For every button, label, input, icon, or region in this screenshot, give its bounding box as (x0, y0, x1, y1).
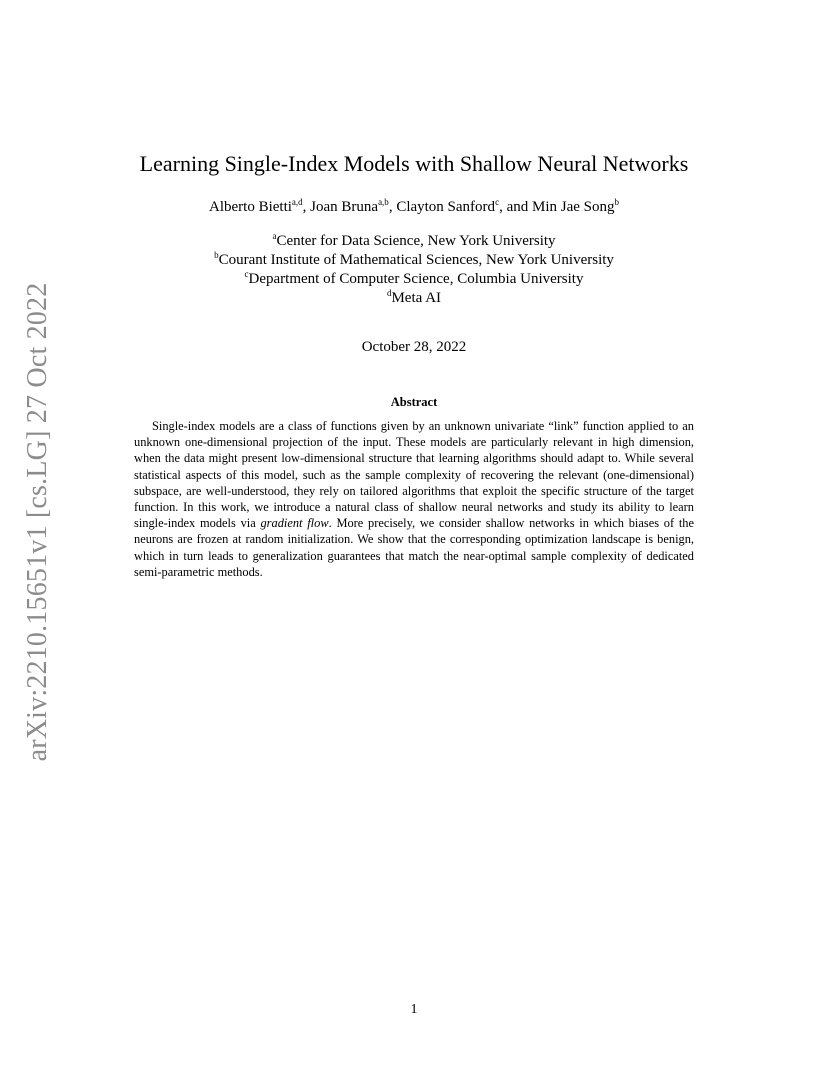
affiliation-text: Meta AI (391, 290, 442, 306)
author-name: Clayton Sanford (396, 199, 496, 215)
author (310, 199, 389, 215)
author-list (0, 197, 828, 217)
author-affiliation-mark: c (495, 197, 500, 207)
author (396, 199, 499, 215)
affiliation-list (0, 232, 828, 308)
affiliation-text: Courant Institute of Mathematical Sciences, New York University (218, 252, 614, 268)
affiliation (0, 251, 828, 270)
affiliation (0, 232, 828, 251)
abstract-body (134, 418, 694, 580)
affiliation (0, 270, 828, 289)
author-affiliation-mark: a,d (291, 197, 303, 207)
abstract-heading: Abstract (390, 395, 438, 409)
affiliation-mark: d (386, 288, 392, 298)
author-name: Alberto Bietti (209, 199, 292, 215)
abstract-emphasis: gradient flow (260, 516, 329, 531)
author (209, 199, 303, 215)
author-separator: , (388, 199, 397, 215)
affiliation (0, 289, 828, 308)
author-affiliation-mark: b (614, 197, 619, 207)
author-separator: , and (499, 199, 532, 215)
paper-title: Learning Single-Index Models with Shallow Neural Networks (139, 151, 689, 176)
publication-date: October 28, 2022 (361, 339, 467, 355)
affiliation-mark: b (214, 250, 219, 260)
author-name: Min Jae Song (531, 199, 615, 215)
affiliation-mark: a (272, 231, 277, 241)
affiliation-text: Department of Computer Science, Columbia University (248, 271, 584, 287)
page-number: 1 (410, 1002, 418, 1017)
author-separator: , (302, 199, 311, 215)
affiliation-mark: c (244, 269, 249, 279)
author-name: Joan Bruna (310, 199, 379, 215)
abstract-text-part2: . More precisely, we consider shallow networks in which biases of the neurons are frozen at random initialization. We show that the corresponding optimization landscape is benign, which in turn leads to generalization guarantees that match the near-optimal sample complexity of dedicated semi-parametric methods. (134, 516, 695, 579)
author (532, 199, 619, 215)
author-affiliation-mark: a,b (378, 197, 389, 207)
abstract-text-part1: Single-index models are a class of functions given by an unknown univariate “link” function applied to an unknown one-dimensional projection of the input. These models are particularly relevant in high dimension, when the data might present low-dimensional structure that learning algorithms should adapt to. While several statistical aspects of this model, such as the sample complexity of recovering the relevant (one-dimensional) subspace, are well-understood, they rely on tailored algorithms that exploit the specific structure of the target function. In this work, we introduce a natural class of shallow neural networks and study its ability to learn single-index models via (134, 419, 694, 531)
arxiv-identifier-stamp: arXiv:2210.15651v1 [cs.LG] 27 Oct 2022 (22, 282, 53, 762)
affiliation-text: Center for Data Science, New York University (276, 233, 556, 249)
